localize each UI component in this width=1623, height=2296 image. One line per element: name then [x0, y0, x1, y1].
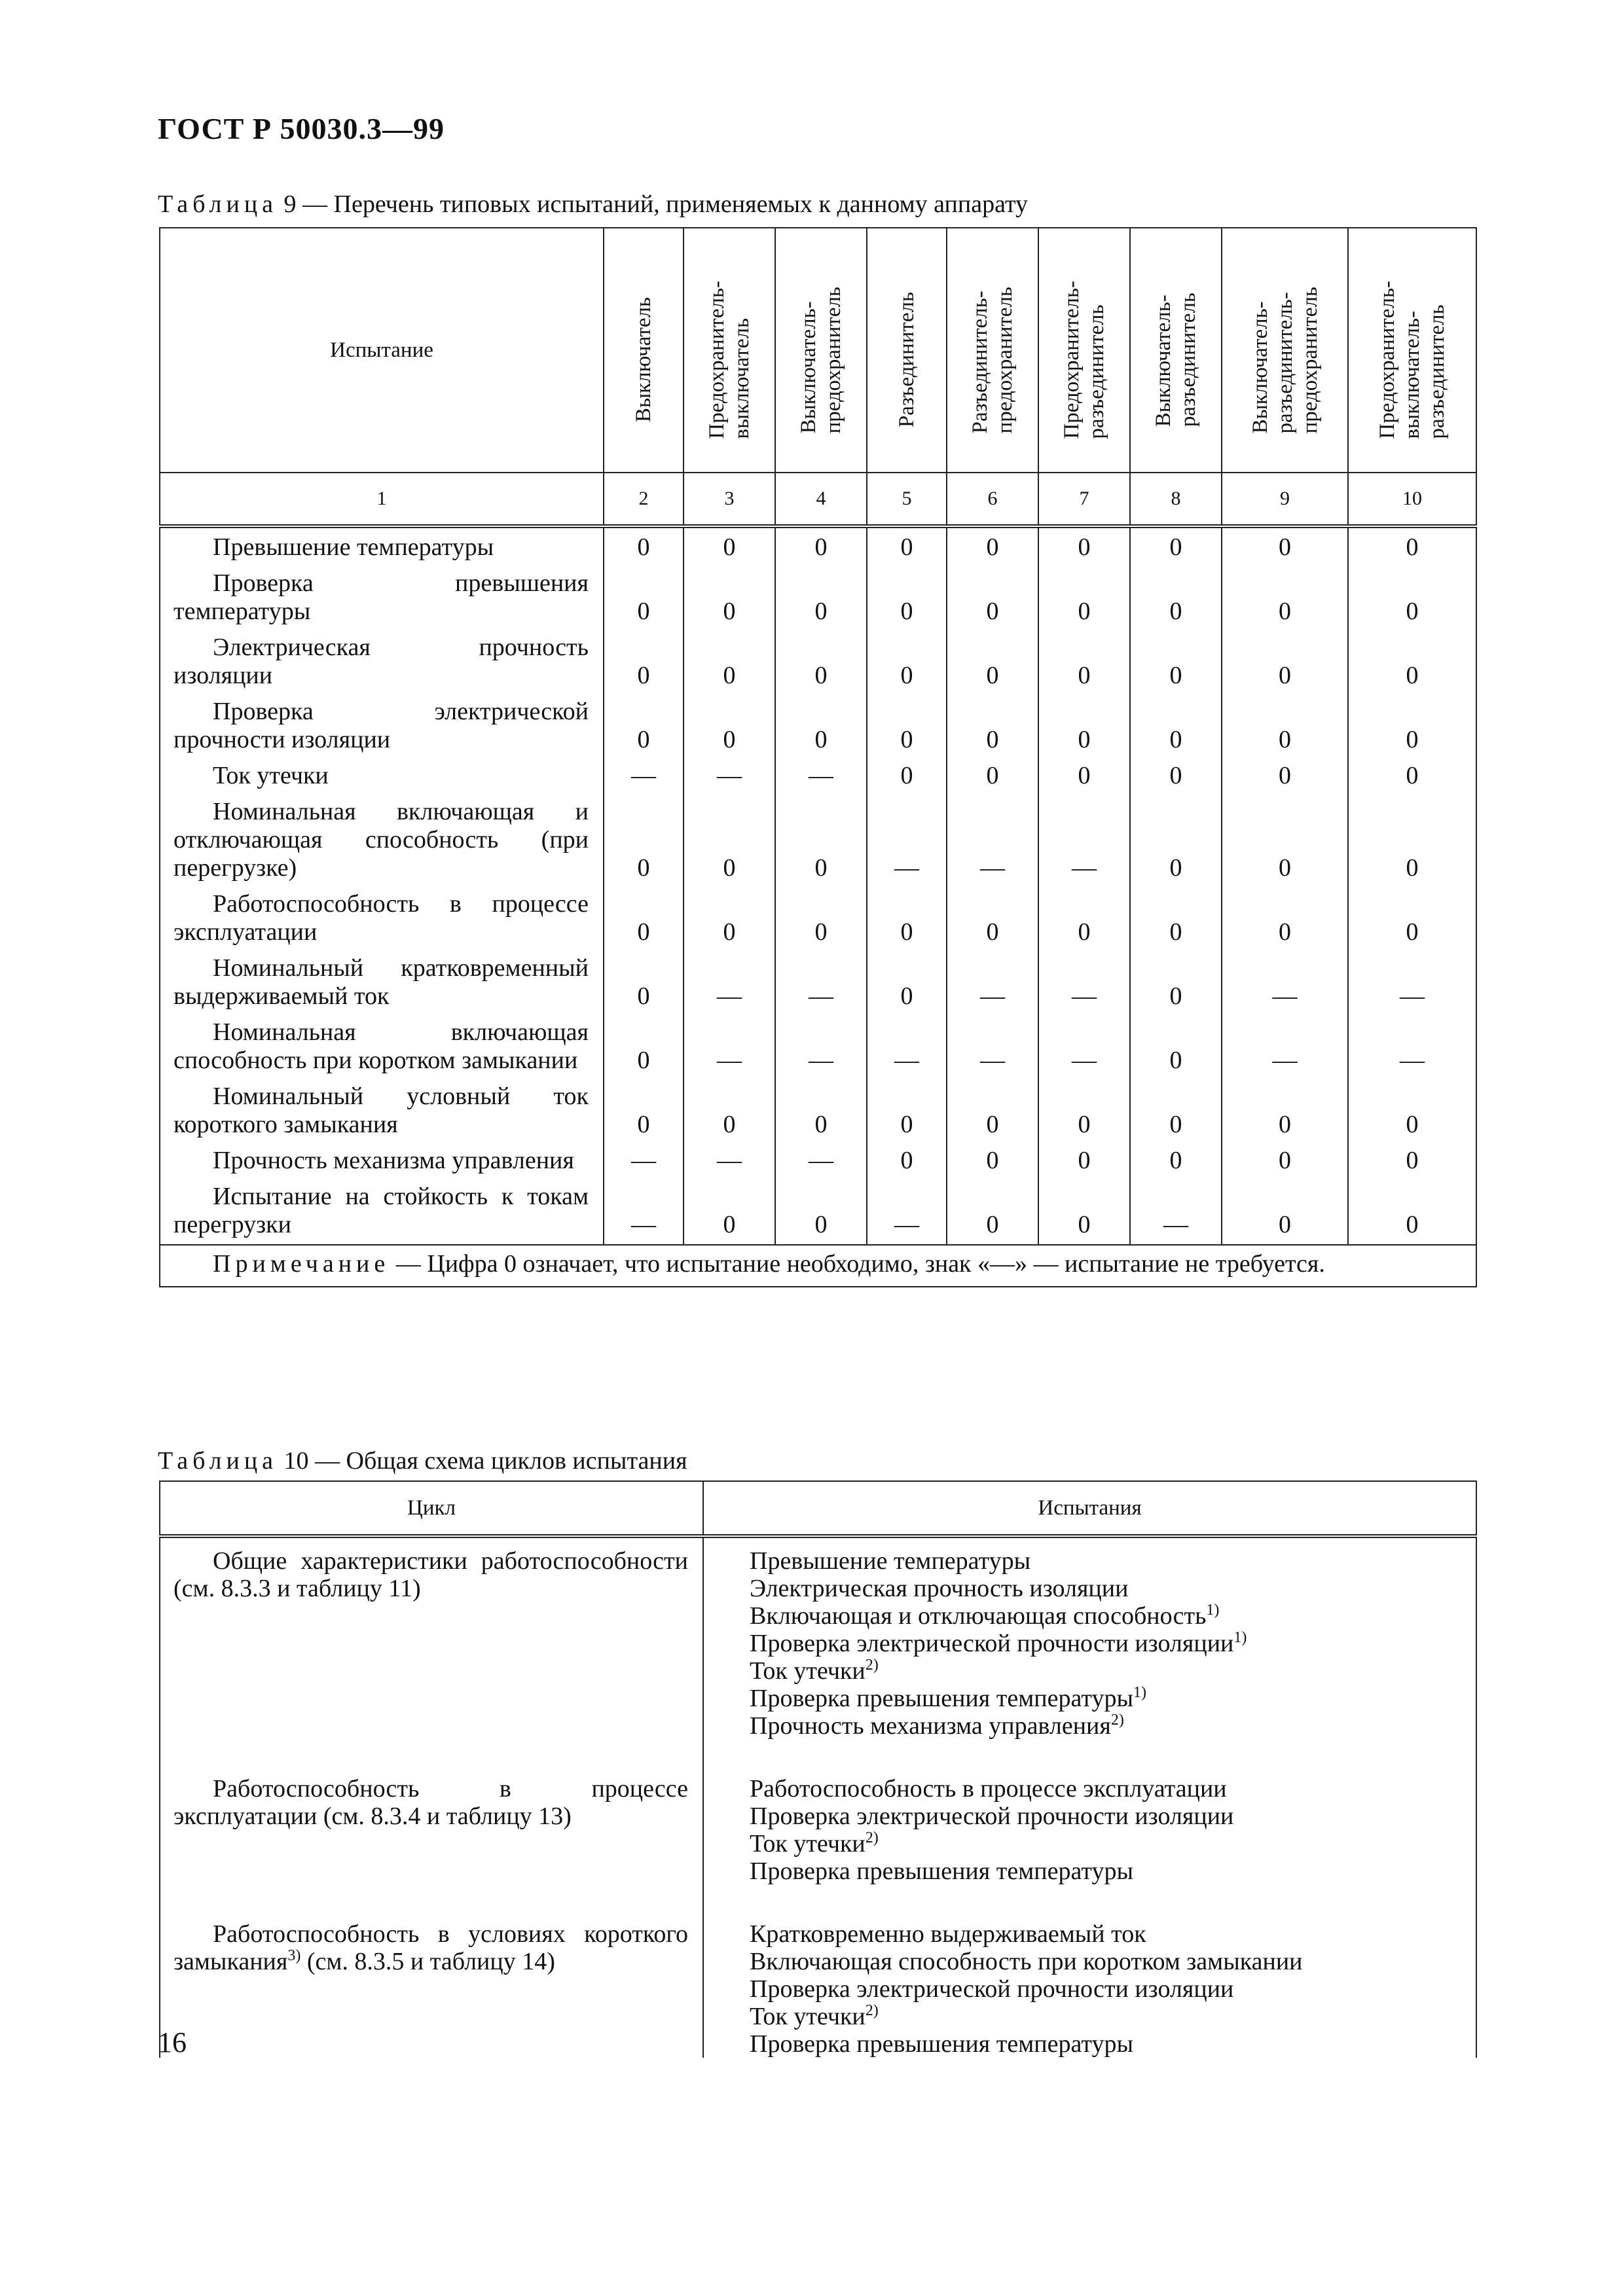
table9-cell: 0 [775, 793, 867, 885]
table9-cell: 0 [1348, 1077, 1476, 1141]
table9-cell: 0 [1348, 1141, 1476, 1177]
table9-col-header-text: Выключатель- предохранитель [797, 286, 845, 434]
table9-col-header-wrap [947, 228, 1038, 472]
table9-cell: — [1038, 949, 1130, 1013]
list-item [750, 1948, 1463, 1975]
table9-test-name-text: Проверка электрической прочности изоляции [173, 698, 589, 753]
table9-cell: 0 [604, 692, 684, 757]
table9-cell: — [775, 1013, 867, 1077]
table9-cell: 0 [684, 885, 775, 949]
table-row [160, 757, 1476, 793]
table9-cell: — [684, 1013, 775, 1077]
table9-col-header [684, 228, 775, 473]
table9-test-name-text: Номинальный условный ток короткого замыкания [173, 1083, 589, 1138]
table9-col-header-wrap [867, 228, 946, 472]
table9-cell: 0 [947, 526, 1038, 564]
table9-col-header-text: Выключатель- разъединитель [1152, 293, 1200, 427]
table9-col-header [1130, 228, 1222, 473]
table9-test-name-text: Ток утечки [213, 762, 329, 789]
table10-cycle-text: Работоспособность в процессе эксплуатации (см. 8.3.4 и таблицу 13) [173, 1775, 688, 1830]
footnote-ref: 3) [287, 1947, 301, 1964]
table9-cell: 0 [1038, 526, 1130, 564]
table9-cell: 0 [604, 564, 684, 628]
table9-cell: 0 [1222, 526, 1348, 564]
table9-col-number: 2 [604, 473, 684, 526]
table9-cell: 0 [604, 793, 684, 885]
table9-cell: 0 [867, 692, 947, 757]
table9-cell: 0 [1130, 628, 1222, 692]
footnote-ref: 1) [1233, 1629, 1247, 1646]
table-row [160, 949, 1476, 1013]
table9-note [160, 1245, 1476, 1287]
table9-col-number: 3 [684, 473, 775, 526]
table10-test-text: Ток утечки [750, 2003, 866, 2030]
list-item [750, 1630, 1463, 1657]
table-row [160, 1077, 1476, 1141]
table9-col-header [775, 228, 867, 473]
table9-col-header-wrap [684, 228, 775, 472]
table9-col-header [1348, 228, 1476, 473]
list-item [750, 1803, 1463, 1830]
table-row [160, 564, 1476, 628]
table10-test-text: Ток утечки [750, 1657, 866, 1685]
footnote-ref: 2) [865, 1829, 879, 1846]
table9-cell: 0 [775, 692, 867, 757]
table9-test-name [160, 628, 604, 692]
table9-cell: 0 [775, 526, 867, 564]
table9-col-number: 8 [1130, 473, 1222, 526]
table9-cell: 0 [604, 885, 684, 949]
table9-col-number: 7 [1038, 473, 1130, 526]
list-item [750, 1775, 1463, 1803]
table9-cell: 0 [947, 628, 1038, 692]
table9-cell: 0 [867, 628, 947, 692]
table9-cell: 0 [1038, 1177, 1130, 1245]
table9-col-header-text: Разъединитель- предохранитель [968, 286, 1017, 434]
table9-note-text: — Цифра 0 означает, что испытание необходимо, знак «—» — испытание не требуется. [390, 1250, 1325, 1278]
list-item [750, 1602, 1463, 1630]
table9-test-name-text: Испытание на стойкость к токам перегрузки [173, 1183, 589, 1238]
table9-cell: 0 [1348, 564, 1476, 628]
table9-cell: — [867, 1013, 947, 1077]
table9-col-header [1038, 228, 1130, 473]
table10-cycle-text-tail: (см. 8.3.5 и таблицу 14) [301, 1948, 555, 1975]
table9-cell: — [775, 757, 867, 793]
table9-col-header-text: Предохранитель- выключатель [705, 281, 754, 439]
footnote-ref: 1) [1133, 1684, 1146, 1701]
table9-test-name-text: Номинальная включающая и отключающая способность (при перегрузке) [173, 798, 589, 882]
table9-cell: 0 [684, 793, 775, 885]
table9-cell: 0 [1222, 1141, 1348, 1177]
table-row [160, 1141, 1476, 1177]
table9-cell: 0 [1222, 757, 1348, 793]
list-item [750, 1657, 1463, 1685]
table9-cell: 0 [1348, 885, 1476, 949]
table9-test-name [160, 526, 604, 564]
table9-cell: 0 [867, 949, 947, 1013]
table9-cell: — [684, 757, 775, 793]
table9-cell: — [947, 1013, 1038, 1077]
table9-cell: — [1130, 1177, 1222, 1245]
table10-cycle-text: Работоспособность в условиях короткого замыкания [173, 1920, 688, 1975]
table9-test-name-text: Проверка превышения температуры [173, 569, 589, 625]
table-row [160, 1911, 1476, 2058]
table9-cell: 0 [604, 1077, 684, 1141]
table9-cell: 0 [867, 1141, 947, 1177]
table9-col-header-text: Предохранитель- разъединитель [1060, 281, 1108, 439]
table10-tests [703, 1911, 1476, 2058]
table9-cell: 0 [1038, 564, 1130, 628]
list-item [750, 1975, 1463, 2003]
table9-cell: 0 [1038, 885, 1130, 949]
table9-caption [158, 190, 1028, 219]
table9-cell: — [684, 1141, 775, 1177]
table9-cell: 0 [1130, 757, 1222, 793]
table9-cell: 0 [775, 1177, 867, 1245]
list-item [750, 1547, 1463, 1575]
table9-test-name-text: Номинальный кратковременный выдерживаемый ток [173, 954, 589, 1010]
table9-cell: 0 [867, 885, 947, 949]
table9-test-name [160, 885, 604, 949]
footnote-ref: 2) [865, 1657, 879, 1674]
table9-cell: 0 [867, 526, 947, 564]
table9-col-header: Испытание [160, 228, 604, 473]
table9-cell: 0 [1130, 564, 1222, 628]
table9-cell: 0 [947, 1177, 1038, 1245]
table9-cell: — [1038, 793, 1130, 885]
table9-col-header-wrap [1131, 228, 1221, 472]
table9-cell: 0 [1222, 885, 1348, 949]
list-item [750, 1685, 1463, 1712]
table-9 [159, 227, 1477, 1287]
table9-cell: — [1222, 949, 1348, 1013]
table-row [160, 1536, 1476, 1766]
table9-test-name-text: Электрическая прочность изоляции [173, 634, 589, 689]
table9-test-name [160, 692, 604, 757]
table9-test-name [160, 1141, 604, 1177]
table9-col-header [867, 228, 947, 473]
table9-col-number: 10 [1348, 473, 1476, 526]
table9-cell: — [1348, 1013, 1476, 1077]
table9-test-name-text: Работоспособность в процессе эксплуатации [173, 890, 589, 946]
footnote-ref: 2) [865, 2002, 879, 2019]
table9-cell: 0 [947, 885, 1038, 949]
table9-cell: — [1038, 1013, 1130, 1077]
table9-test-name-text: Прочность механизма управления [213, 1147, 574, 1174]
list-item [750, 1920, 1463, 1948]
table9-cell: — [867, 793, 947, 885]
table9-cell: 0 [867, 1077, 947, 1141]
table9-cell: — [604, 1141, 684, 1177]
table9-col-header-text: Выключатель- разъединитель- предохранитель [1248, 286, 1322, 434]
table10-test-text: Проверка превышения температуры [750, 2030, 1133, 2058]
table9-test-name [160, 949, 604, 1013]
table9-test-name [160, 1077, 604, 1141]
footnote-ref: 2) [1110, 1712, 1124, 1729]
table9-cell: — [947, 793, 1038, 885]
list-item [750, 1857, 1463, 1885]
table9-cell: 0 [1130, 1141, 1222, 1177]
table9-cell: 0 [1222, 564, 1348, 628]
table9-col-header-wrap [776, 228, 866, 472]
list-item [750, 2030, 1463, 2058]
table9-cell: 0 [1222, 628, 1348, 692]
table9-note-label: Примечание [213, 1250, 390, 1278]
table9-cell: 0 [947, 1077, 1038, 1141]
table9-cell: 0 [947, 692, 1038, 757]
table-row [160, 526, 1476, 564]
table10-test-text: Включающая способность при коротком замыкании [750, 1948, 1303, 1975]
list-item [750, 1830, 1463, 1857]
footnote-ref: 1) [1206, 1602, 1220, 1619]
table9-col-header-wrap [1349, 228, 1476, 472]
table10-test-text: Кратковременно выдерживаемый ток [750, 1920, 1146, 1948]
table10-cycle-text: Общие характеристики работоспособности (см. 8.3.3 и таблицу 11) [173, 1547, 688, 1602]
table-row [160, 793, 1476, 885]
table9-cell: 0 [947, 1141, 1038, 1177]
table9-cell: 0 [604, 1013, 684, 1077]
table9-cell: 0 [1038, 628, 1130, 692]
table9-cell: 0 [1038, 692, 1130, 757]
table9-cell: 0 [1222, 793, 1348, 885]
table9-test-name-text: Номинальная включающая способность при коротком замыкании [173, 1018, 589, 1074]
table9-cell: 0 [775, 885, 867, 949]
table9-cell: 0 [1222, 692, 1348, 757]
table9-col-header-wrap [1039, 228, 1129, 472]
table-row [160, 1013, 1476, 1077]
table9-cell: 0 [867, 757, 947, 793]
table9-cell: — [867, 1177, 947, 1245]
table9-col-header [947, 228, 1038, 473]
table9-col-header-wrap [604, 228, 683, 472]
table9-cell: 0 [867, 564, 947, 628]
table9-cell: 0 [604, 949, 684, 1013]
table10-cycle [160, 1766, 703, 1911]
table9-cell: 0 [947, 564, 1038, 628]
table9-cell: 0 [604, 526, 684, 564]
table9-col-number: 1 [160, 473, 604, 526]
table10-test-text: Работоспособность в процессе эксплуатации [750, 1775, 1227, 1803]
table9-cell: 0 [1348, 793, 1476, 885]
table9-cell: 0 [684, 692, 775, 757]
table9-cell: 0 [604, 628, 684, 692]
table10-tests [703, 1536, 1476, 1766]
table-10 [159, 1480, 1477, 2058]
table9-cell: — [1348, 949, 1476, 1013]
table9-cell: 0 [1130, 885, 1222, 949]
table9-cell: 0 [775, 1077, 867, 1141]
table9-col-header-text: Предохранитель- выключатель- разъединитель [1376, 281, 1449, 439]
table9-test-name [160, 1013, 604, 1077]
table9-cell: 0 [684, 564, 775, 628]
table-row [160, 1177, 1476, 1245]
table10-tests [703, 1766, 1476, 1911]
table9-cell: — [684, 949, 775, 1013]
table9-cell: 0 [1130, 793, 1222, 885]
table10-test-text: Проверка электрической прочности изоляции [750, 1803, 1234, 1830]
table9-test-name [160, 793, 604, 885]
table-row [160, 1766, 1476, 1911]
table9-col-number: 4 [775, 473, 867, 526]
table9-cell: 0 [1130, 949, 1222, 1013]
table9-cell: 0 [1348, 1177, 1476, 1245]
list-item [750, 2003, 1463, 2030]
table9-col-number: 6 [947, 473, 1038, 526]
table9-cell: — [775, 949, 867, 1013]
table9-cell: 0 [1130, 526, 1222, 564]
table9-cell: 0 [1130, 1013, 1222, 1077]
table9-cell: — [604, 1177, 684, 1245]
table9-col-header-text: Разъединитель [895, 292, 919, 428]
table10-test-text: Превышение температуры [750, 1547, 1031, 1575]
list-item [750, 1712, 1463, 1740]
document-header: ГОСТ Р 50030.3—99 [158, 112, 445, 145]
table9-cell: 0 [1222, 1177, 1348, 1245]
table9-cell: — [947, 949, 1038, 1013]
list-item [750, 1575, 1463, 1602]
table9-cell: — [775, 1141, 867, 1177]
table10-test-text: Проверка электрической прочности изоляции [750, 1975, 1234, 2003]
table10-test-text: Проверка превышения температуры [750, 1685, 1133, 1712]
table9-cell: 0 [1348, 628, 1476, 692]
table9-cell: 0 [775, 564, 867, 628]
table9-test-name [160, 757, 604, 793]
page-number: 16 [158, 2026, 187, 2058]
table9-cell: — [604, 757, 684, 793]
table9-test-name [160, 564, 604, 628]
table9-test-name [160, 1177, 604, 1245]
table9-cell: 0 [947, 757, 1038, 793]
table-row [160, 885, 1476, 949]
table10-test-text: Прочность механизма управления [750, 1712, 1111, 1740]
table-row [160, 628, 1476, 692]
table9-cell: 0 [1038, 1077, 1130, 1141]
table9-caption-text: 9 — Перечень типовых испытаний, применяемых к данному аппарату [278, 190, 1029, 218]
table9-test-name-text: Превышение температуры [213, 533, 494, 561]
table9-cell: 0 [684, 1177, 775, 1245]
table9-col-header-wrap [1222, 228, 1347, 472]
table9-cell: 0 [1130, 692, 1222, 757]
table9-cell: 0 [684, 526, 775, 564]
table10-caption-label: Таблица [158, 1447, 278, 1475]
table10-header-tests: Испытания [703, 1481, 1476, 1536]
table9-col-number: 5 [867, 473, 947, 526]
table9-cell: 0 [684, 1077, 775, 1141]
table10-test-text: Включающая и отключающая способность [750, 1602, 1207, 1630]
table10-test-text: Проверка электрической прочности изоляции [750, 1630, 1234, 1657]
table9-cell: 0 [1348, 692, 1476, 757]
table9-col-header-text: Выключатель [632, 297, 655, 423]
table9-col-header [1222, 228, 1348, 473]
table9-cell: 0 [1348, 757, 1476, 793]
table9-cell: 0 [775, 628, 867, 692]
table9-cell: 0 [1038, 1141, 1130, 1177]
table10-test-text: Проверка превышения температуры [750, 1857, 1133, 1885]
table10-test-text: Электрическая прочность изоляции [750, 1575, 1129, 1602]
table9-caption-label: Таблица [158, 190, 278, 218]
table10-test-text: Ток утечки [750, 1830, 866, 1857]
table9-col-number: 9 [1222, 473, 1348, 526]
table9-cell: — [1222, 1013, 1348, 1077]
table-row [160, 692, 1476, 757]
table9-cell: 0 [684, 628, 775, 692]
table10-caption [158, 1446, 687, 1475]
table10-cycle [160, 1536, 703, 1766]
table9-cell: 0 [1130, 1077, 1222, 1141]
table9-cell: 0 [1222, 1077, 1348, 1141]
table10-header-cycle: Цикл [160, 1481, 703, 1536]
table9-cell: 0 [1038, 757, 1130, 793]
table9-cell: 0 [1348, 526, 1476, 564]
table10-cycle [160, 1911, 703, 2058]
table10-caption-text: 10 — Общая схема циклов испытания [278, 1447, 687, 1475]
table9-col-header [604, 228, 684, 473]
